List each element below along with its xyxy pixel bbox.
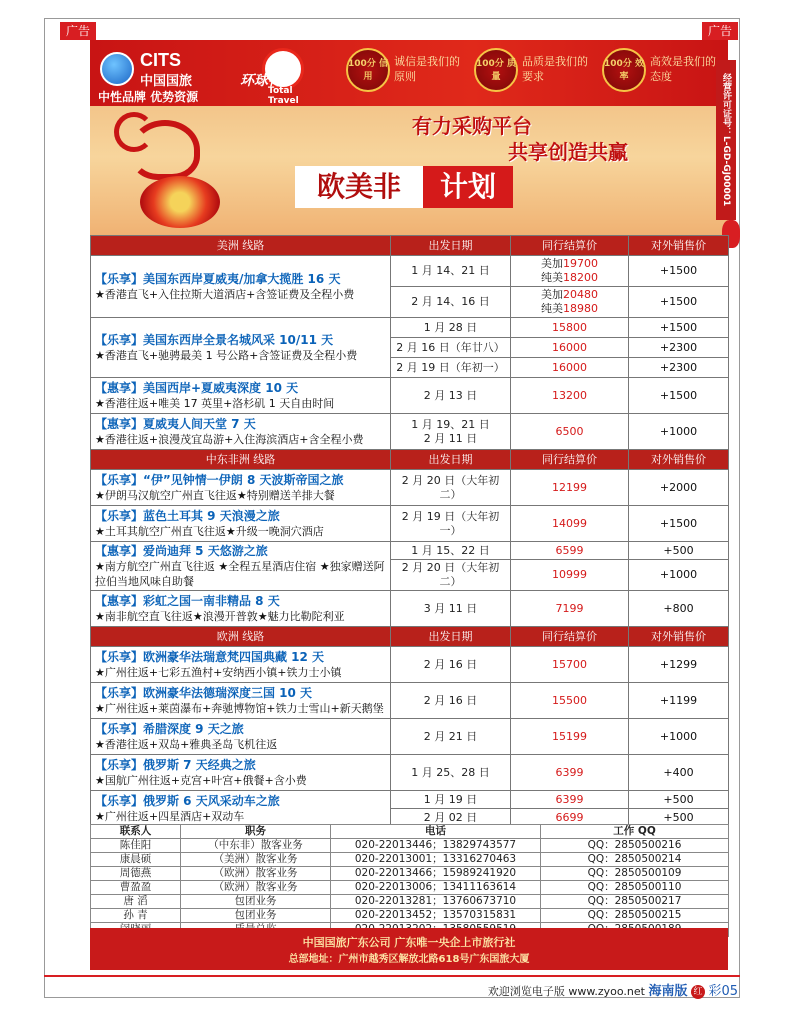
trade-price: 6399 bbox=[511, 755, 629, 791]
trade-price: 6699 bbox=[511, 809, 629, 827]
route-cell bbox=[91, 591, 391, 627]
plan-title-a: 欧美非 bbox=[295, 166, 423, 208]
route-desc: ★广州往返+莱茵瀑布+奔驰博物馆+铁力士雪山+新天鹅堡 bbox=[95, 702, 384, 715]
retail-price: +2000 bbox=[629, 470, 729, 506]
route-cell bbox=[91, 791, 391, 827]
contact-phone: 020-22013001；13316270463 bbox=[331, 853, 541, 867]
trade-price: 6599 bbox=[511, 542, 629, 560]
footer-company: 中国国旅广东公司 广东唯一央企上市旅行社 bbox=[302, 936, 516, 949]
ad-tag-left: 广告 bbox=[60, 22, 96, 40]
trade-price: 7199 bbox=[511, 591, 629, 627]
contact-role: 包团业务 bbox=[181, 895, 331, 909]
departure-date: 1 月 28 日 bbox=[391, 318, 511, 338]
price-line-us bbox=[515, 288, 624, 302]
section-header-cell: 对外销售价 bbox=[629, 450, 729, 470]
route-cell bbox=[91, 506, 391, 542]
contact-name: 唐 滔 bbox=[91, 895, 181, 909]
route-table bbox=[90, 235, 729, 827]
total-travel-en: Total Travel bbox=[268, 86, 299, 106]
contact-col-qq: 工作 QQ bbox=[541, 825, 729, 839]
edition-dot-icon: 红 bbox=[691, 985, 705, 999]
trade-price: 15700 bbox=[511, 647, 629, 683]
price-label-pure: 纯美 bbox=[541, 302, 563, 315]
route-desc: ★南非航空直飞往返★浪漫开普敦★魅力比勒陀利亚 bbox=[95, 610, 345, 623]
globe-icon bbox=[100, 52, 134, 86]
table-row bbox=[91, 318, 729, 338]
retail-price: +1000 bbox=[629, 719, 729, 755]
table-row bbox=[91, 719, 729, 755]
route-desc: ★南方航空广州直飞往返 ★全程五星酒店住宿 ★独家赠送阿拉伯当地风味自助餐 bbox=[95, 560, 385, 588]
badge-efficiency bbox=[602, 46, 728, 96]
retail-price: +800 bbox=[629, 591, 729, 627]
contact-row bbox=[91, 867, 729, 881]
section-header-cell: 中东非洲 线路 bbox=[91, 450, 391, 470]
cits-slogan: 中性品牌 优势资源 bbox=[98, 90, 199, 104]
route-cell bbox=[91, 256, 391, 318]
trade-price: 15800 bbox=[511, 318, 629, 338]
table-row bbox=[91, 683, 729, 719]
contact-phone: 020-22013452；13570315831 bbox=[331, 909, 541, 923]
contact-phone: 020-22013281；13760673710 bbox=[331, 895, 541, 909]
badge-credit bbox=[346, 46, 472, 96]
departure-date: 2 月 20 日（大年初二） bbox=[391, 560, 511, 591]
license-number: 经营许可证号：L-GD-GJ00001 bbox=[716, 60, 736, 220]
route-desc: ★伊朗马汉航空广州直飞往返★特别赠送羊排大餐 bbox=[95, 489, 335, 502]
contact-qq: QQ：2850500110 bbox=[541, 881, 729, 895]
contact-phone: 020-22013466；15989241920 bbox=[331, 867, 541, 881]
contact-phone: 020-22013006；13411163614 bbox=[331, 881, 541, 895]
edition-label: 海南版 bbox=[648, 984, 688, 999]
contact-name: 周德燕 bbox=[91, 867, 181, 881]
table-row bbox=[91, 470, 729, 506]
contact-header-row bbox=[91, 825, 729, 839]
retail-price: +1500 bbox=[629, 506, 729, 542]
section-header-row bbox=[91, 236, 729, 256]
goat-horn bbox=[114, 112, 154, 152]
page-footer bbox=[488, 980, 738, 999]
departure-date: 2 月 13 日 bbox=[391, 378, 511, 414]
cits-logo-cn: 中国国旅 bbox=[140, 74, 193, 89]
route-desc: ★香港直飞+驰骋最美 1 号公路+含签证费及全程小费 bbox=[95, 349, 358, 362]
trade-price: 15199 bbox=[511, 719, 629, 755]
badge-text: 高效是我们的态度 bbox=[650, 55, 716, 83]
badge-text: 品质是我们的要求 bbox=[522, 55, 588, 83]
plan-title bbox=[295, 166, 531, 208]
section-header-cell: 同行结算价 bbox=[511, 450, 629, 470]
departure-date: 2 月 02 日 bbox=[391, 809, 511, 827]
badge-quality bbox=[474, 46, 600, 96]
route-cell bbox=[91, 378, 391, 414]
total-travel-logo bbox=[240, 48, 320, 106]
route-title[interactable]: 【惠享】美国西岸+夏威夷深度 10 天 bbox=[95, 381, 299, 395]
trade-price bbox=[511, 287, 629, 318]
cits-logo-en: CITS bbox=[140, 50, 182, 70]
footer-address: 总部地址：广州市越秀区解放北路618号广东国旅大厦 bbox=[288, 954, 530, 965]
total-travel-cn: 环球行 bbox=[240, 73, 282, 89]
contact-row bbox=[91, 853, 729, 867]
departure-date: 2 月 16 日 bbox=[391, 647, 511, 683]
price-line-pure bbox=[515, 302, 624, 316]
route-cell bbox=[91, 414, 391, 450]
route-title[interactable]: 【乐享】“伊”见钟情一伊朗 8 天波斯帝国之旅 bbox=[95, 473, 344, 487]
route-title[interactable]: 【乐享】俄罗斯 7 天经典之旅 bbox=[95, 758, 256, 772]
departure-date: 1 月 19、21 日 2 月 11 日 bbox=[391, 414, 511, 450]
route-desc: ★香港往返+唯美 17 英里+洛杉矶 1 天自由时间 bbox=[95, 397, 335, 410]
peony-flower bbox=[140, 176, 220, 228]
contact-row bbox=[91, 881, 729, 895]
price-pure: 18980 bbox=[563, 302, 598, 315]
ad-tag-right: 广告 bbox=[702, 22, 738, 40]
price-label-us: 美加 bbox=[541, 288, 563, 301]
tagline-2: 共享创造共赢 bbox=[508, 140, 628, 164]
retail-price: +400 bbox=[629, 755, 729, 791]
retail-price: +1199 bbox=[629, 683, 729, 719]
retail-price: +1500 bbox=[629, 318, 729, 338]
route-title[interactable]: 【惠享】彩虹之国一南非精品 8 天 bbox=[95, 594, 280, 608]
contact-role: （美洲）散客业务 bbox=[181, 853, 331, 867]
route-cell bbox=[91, 470, 391, 506]
contact-col-phone: 电话 bbox=[331, 825, 541, 839]
table-row bbox=[91, 256, 729, 287]
trade-price bbox=[511, 256, 629, 287]
contact-phone: 020-22013446；13829743577 bbox=[331, 839, 541, 853]
price-label-us: 美加 bbox=[541, 257, 563, 270]
route-cell bbox=[91, 318, 391, 378]
contact-role: （欧洲）散客业务 bbox=[181, 867, 331, 881]
route-desc: ★香港往返+双岛+雅典圣岛飞机往返 bbox=[95, 738, 278, 751]
route-title[interactable]: 【乐享】俄罗斯 6 天风采动车之旅 bbox=[95, 794, 280, 808]
route-title[interactable]: 【乐享】欧洲豪华法瑞意梵四国典藏 12 天 bbox=[95, 650, 325, 664]
trade-price: 16000 bbox=[511, 358, 629, 378]
route-cell bbox=[91, 647, 391, 683]
page-number: 彩05 bbox=[708, 984, 738, 999]
retail-price: +2300 bbox=[629, 338, 729, 358]
section-header-cell: 同行结算价 bbox=[511, 236, 629, 256]
seal-icon: 100分 效率 bbox=[602, 48, 646, 92]
contact-qq: QQ：2850500109 bbox=[541, 867, 729, 881]
badge-group bbox=[346, 46, 726, 96]
section-header-cell: 美洲 线路 bbox=[91, 236, 391, 256]
trade-price: 6500 bbox=[511, 414, 629, 450]
contact-name: 曹盈盈 bbox=[91, 881, 181, 895]
site-link[interactable]: www.zyoo.net bbox=[568, 985, 645, 998]
retail-price: +1000 bbox=[629, 414, 729, 450]
table-row bbox=[91, 647, 729, 683]
section-header-row bbox=[91, 450, 729, 470]
route-cell bbox=[91, 542, 391, 591]
retail-price: +500 bbox=[629, 791, 729, 809]
ad-banner bbox=[90, 40, 728, 235]
contact-role: 包团业务 bbox=[181, 909, 331, 923]
table-row bbox=[91, 506, 729, 542]
section-header-cell: 出发日期 bbox=[391, 627, 511, 647]
route-title[interactable]: 【乐享】美国东西岸全景名城风采 10/11 天 bbox=[95, 333, 334, 347]
cits-logo bbox=[98, 50, 238, 104]
departure-date: 2 月 14、16 日 bbox=[391, 287, 511, 318]
price-line-us bbox=[515, 257, 624, 271]
departure-date: 1 月 19 日 bbox=[391, 791, 511, 809]
trade-price: 10999 bbox=[511, 560, 629, 591]
table-row bbox=[91, 378, 729, 414]
route-title[interactable]: 【惠享】爱尚迪拜 5 天悠游之旅 bbox=[95, 544, 268, 558]
retail-price: +1000 bbox=[629, 560, 729, 591]
contact-row bbox=[91, 909, 729, 923]
route-title[interactable]: 【乐享】美国东西岸夏威夷/加拿大揽胜 16 天 bbox=[95, 272, 341, 286]
contact-role: （中东非）散客业务 bbox=[181, 839, 331, 853]
route-desc: ★香港直飞+入住拉斯大道酒店+含签证费及全程小费 bbox=[95, 288, 355, 301]
route-title[interactable]: 【惠享】夏威夷人间天堂 7 天 bbox=[95, 417, 256, 431]
route-title[interactable]: 【乐享】希腊深度 9 天之旅 bbox=[95, 722, 244, 736]
route-cell bbox=[91, 755, 391, 791]
route-cell bbox=[91, 683, 391, 719]
departure-date: 1 月 25、28 日 bbox=[391, 755, 511, 791]
contact-name: 陈佳阳 bbox=[91, 839, 181, 853]
route-desc: ★国航广州往返+克宫+叶宫+俄餐+含小费 bbox=[95, 774, 307, 787]
retail-price: +1500 bbox=[629, 287, 729, 318]
footer-bar bbox=[90, 928, 728, 970]
departure-date: 2 月 21 日 bbox=[391, 719, 511, 755]
table-row bbox=[91, 591, 729, 627]
bottom-divider bbox=[44, 975, 740, 977]
table-row bbox=[91, 542, 729, 560]
contact-row bbox=[91, 839, 729, 853]
seal-icon: 100分 信用 bbox=[346, 48, 390, 92]
trade-price: 14099 bbox=[511, 506, 629, 542]
trade-price: 6399 bbox=[511, 791, 629, 809]
contact-col-role: 职务 bbox=[181, 825, 331, 839]
contact-col-name: 联系人 bbox=[91, 825, 181, 839]
badge-text: 诚信是我们的原则 bbox=[394, 55, 460, 83]
retail-price: +500 bbox=[629, 809, 729, 827]
route-desc: ★香港往返+浪漫茂宜岛游+入住海滨酒店+含全程小费 bbox=[95, 433, 364, 446]
contact-role: （欧洲）散客业务 bbox=[181, 881, 331, 895]
route-title[interactable]: 【乐享】蓝色土耳其 9 天浪漫之旅 bbox=[95, 509, 280, 523]
section-header-cell: 对外销售价 bbox=[629, 236, 729, 256]
departure-date: 2 月 19 日（大年初一） bbox=[391, 506, 511, 542]
section-header-cell: 出发日期 bbox=[391, 236, 511, 256]
retail-price: +500 bbox=[629, 542, 729, 560]
retail-price: +1500 bbox=[629, 256, 729, 287]
contact-row bbox=[91, 895, 729, 909]
retail-price: +1500 bbox=[629, 378, 729, 414]
table-row bbox=[91, 791, 729, 809]
section-header-cell: 对外销售价 bbox=[629, 627, 729, 647]
departure-date: 1 月 15、22 日 bbox=[391, 542, 511, 560]
retail-price: +2300 bbox=[629, 358, 729, 378]
departure-date: 1 月 14、21 日 bbox=[391, 256, 511, 287]
departure-date: 2 月 19 日（年初一） bbox=[391, 358, 511, 378]
trade-price: 15500 bbox=[511, 683, 629, 719]
contact-qq: QQ：2850500215 bbox=[541, 909, 729, 923]
tagline-1: 有力采购平台 bbox=[412, 114, 532, 138]
price-label-pure: 纯美 bbox=[541, 271, 563, 284]
section-header-cell: 欧洲 线路 bbox=[91, 627, 391, 647]
section-header-row bbox=[91, 627, 729, 647]
contact-name: 康晨硕 bbox=[91, 853, 181, 867]
route-title[interactable]: 【乐享】欧洲豪华法德瑞深度三国 10 天 bbox=[95, 686, 313, 700]
departure-date: 2 月 20 日（大年初二） bbox=[391, 470, 511, 506]
departure-date: 2 月 16 日 bbox=[391, 683, 511, 719]
departure-date: 3 月 11 日 bbox=[391, 591, 511, 627]
price-line-pure bbox=[515, 271, 624, 285]
route-cell bbox=[91, 719, 391, 755]
price-us: 20480 bbox=[563, 288, 598, 301]
price-pure: 18200 bbox=[563, 271, 598, 284]
route-desc: ★广州往返+四星酒店+双动车 bbox=[95, 810, 245, 823]
section-header-cell: 同行结算价 bbox=[511, 627, 629, 647]
welcome-text: 欢迎浏览电子版 bbox=[487, 985, 565, 998]
section-header-cell: 出发日期 bbox=[391, 450, 511, 470]
retail-price: +1299 bbox=[629, 647, 729, 683]
table-row bbox=[91, 755, 729, 791]
plan-title-b: 计划 bbox=[423, 166, 513, 208]
table-row bbox=[91, 414, 729, 450]
contact-qq: QQ：2850500216 bbox=[541, 839, 729, 853]
goat-illustration bbox=[100, 110, 250, 230]
contact-qq: QQ：2850500217 bbox=[541, 895, 729, 909]
route-desc: ★广州往返+七彩五渔村+安纳西小镇+铁力士小镇 bbox=[95, 666, 342, 679]
seal-icon: 100分 质量 bbox=[474, 48, 518, 92]
contact-table bbox=[90, 824, 729, 937]
trade-price: 13200 bbox=[511, 378, 629, 414]
contact-qq: QQ：2850500214 bbox=[541, 853, 729, 867]
trade-price: 16000 bbox=[511, 338, 629, 358]
departure-date: 2 月 16 日（年廿八） bbox=[391, 338, 511, 358]
contact-name: 孙 青 bbox=[91, 909, 181, 923]
trade-price: 12199 bbox=[511, 470, 629, 506]
route-desc: ★土耳其航空广州直飞往返★升级一晚洞穴酒店 bbox=[95, 525, 324, 538]
price-us: 19700 bbox=[563, 257, 598, 270]
